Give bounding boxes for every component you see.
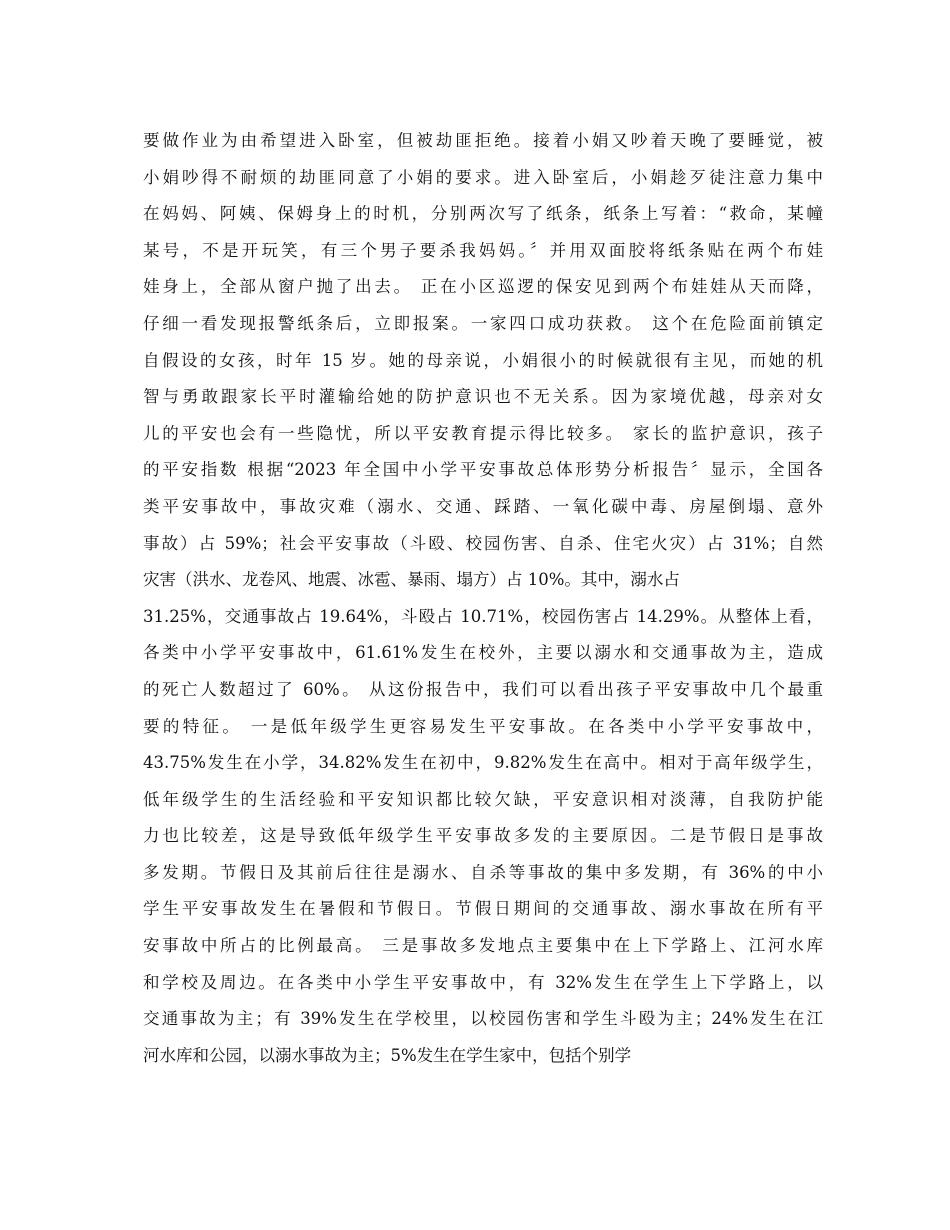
- text-line: 河水库和公园，以溺水事故为主；5%发生在学生家中，包括个别学: [143, 1045, 632, 1065]
- text-line: 事故）占 59%；社会平安事故（斗殴、校园伤害、自杀、住宅火灾）占 31%；自然: [143, 533, 823, 553]
- text-line: 交通事故为主；有 39%发生在学校里，以校园伤害和学生斗殴为主；24%发生在江: [143, 1009, 823, 1029]
- text-line: 的死亡人数超过了 60%。 从这份报告中，我们可以看出孩子平安事故中几个最重: [143, 679, 823, 699]
- text-line: 类平安事故中，事故灾难（溺水、交通、踩踏、一氧化碳中毒、房屋倒塌、意外: [143, 496, 823, 516]
- text-line: 自假设的女孩，时年 15 岁。她的母亲说，小娟很小的时候就很有主见，而她的机: [143, 350, 823, 370]
- text-line: 儿的平安也会有一些隐忧，所以平安教育提示得比较多。 家长的监护意识，孩子: [143, 423, 823, 443]
- text-line: 43.75%发生在小学，34.82%发生在初中，9.82%发生在高中。相对于高年级学生，: [143, 753, 823, 773]
- text-line: 智与勇敢跟家长平时灌输给她的防护意识也不无关系。因为家境优越，母亲对女: [143, 387, 823, 407]
- text-line: 低年级学生的生活经验和平安知识都比较欠缺，平安意识相对淡薄，自我防护能: [143, 789, 823, 809]
- text-line: 多发期。节假日及其前后往往是溺水、自杀等事故的集中多发期，有 36%的中小: [143, 862, 823, 882]
- text-line: 某号，不是开玩笑，有三个男子要杀我妈妈。〞并用双面胶将纸条贴在两个布娃: [143, 240, 823, 260]
- text-line: 娃身上，全部从窗户抛了出去。 正在小区巡逻的保安见到两个布娃娃从天而降，: [143, 277, 823, 297]
- text-line: 灾害（洪水、龙卷风、地震、冰雹、暴雨、塌方）占 10%。其中，溺水占: [143, 570, 680, 590]
- text-line: 仔细一看发现报警纸条后，立即报案。一家四口成功获救。 这个在危险面前镇定: [143, 313, 823, 333]
- text-line: 学生平安事故发生在暑假和节假日。节假日期间的交通事故、溺水事故在所有平: [143, 899, 823, 919]
- text-line: 小娟吵得不耐烦的劫匪同意了小娟的要求。进入卧室后，小娟趁歹徒注意力集中: [143, 167, 823, 187]
- text-line: 各类中小学平安事故中，61.61%发生在校外，主要以溺水和交通事故为主，造成: [143, 643, 823, 663]
- text-line: 在妈妈、阿姨、保姆身上的时机，分别两次写了纸条，纸条上写着：“救命，某幢: [143, 204, 823, 224]
- body-text: [143, 123, 823, 1074]
- text-line: 的平安指数 根据“2023 年全国中小学平安事故总体形势分析报告〞显示，全国各: [143, 460, 823, 480]
- text-line: 要的特征。 一是低年级学生更容易发生平安事故。在各类中小学平安事故中，: [143, 716, 823, 736]
- text-line: 要做作业为由希望进入卧室，但被劫匪拒绝。接着小娟又吵着天晚了要睡觉，被: [143, 131, 823, 150]
- text-line: 力也比较差，这是导致低年级学生平安事故多发的主要原因。二是节假日是事故: [143, 826, 823, 846]
- text-line: 31.25%，交通事故占 19.64%，斗殴占 10.71%，校园伤害占 14.29%。从整体上看，: [143, 606, 823, 626]
- text-line: 和学校及周边。在各类中小学生平安事故中，有 32%发生在学生上下学路上，以: [143, 972, 823, 992]
- text-line: 安事故中所占的比例最高。 三是事故多发地点主要集中在上下学路上、江河水库: [143, 936, 823, 956]
